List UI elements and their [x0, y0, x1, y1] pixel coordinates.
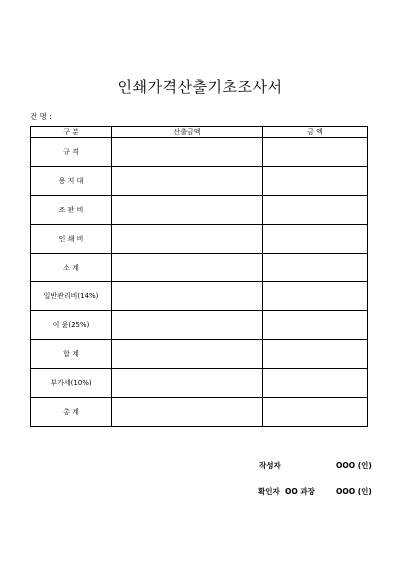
row-label: 합 계	[31, 340, 112, 369]
row-label: 소 계	[31, 253, 112, 282]
writer-signature: OOO (인)	[336, 461, 372, 470]
row-label: 용 지 대	[31, 166, 112, 195]
amount-cell[interactable]	[263, 253, 368, 282]
calc-cell[interactable]	[112, 398, 263, 427]
row-label: 일반관리비(14%)	[31, 282, 112, 311]
calc-cell[interactable]	[112, 311, 263, 340]
amount-cell[interactable]	[263, 166, 368, 195]
table-row	[31, 369, 368, 398]
row-label: 규 격	[31, 138, 112, 167]
calc-cell[interactable]	[112, 195, 263, 224]
amount-cell[interactable]	[263, 282, 368, 311]
amount-cell[interactable]	[263, 195, 368, 224]
calc-cell[interactable]	[112, 253, 263, 282]
amount-cell[interactable]	[263, 138, 368, 167]
table-row	[31, 398, 368, 427]
table-row	[31, 138, 368, 167]
approver-label: 확인자 OO 과장	[258, 487, 315, 496]
calc-cell[interactable]	[112, 282, 263, 311]
amount-cell[interactable]	[263, 224, 368, 253]
table-row	[31, 282, 368, 311]
row-label: 부가세(10%)	[31, 369, 112, 398]
table-row	[31, 224, 368, 253]
table-row	[31, 340, 368, 369]
amount-cell[interactable]	[263, 311, 368, 340]
table-row	[31, 311, 368, 340]
table-row	[31, 166, 368, 195]
header-amount: 금 액	[263, 127, 368, 138]
table-row	[31, 195, 368, 224]
header-calculated-amount: 산출금액	[112, 127, 263, 138]
row-label: 이 윤(25%)	[31, 311, 112, 340]
calc-cell[interactable]	[112, 138, 263, 167]
calc-cell[interactable]	[112, 224, 263, 253]
amount-cell[interactable]	[263, 369, 368, 398]
row-label: 조 판 비	[31, 195, 112, 224]
header-category: 구 분	[31, 127, 112, 138]
writer-label: 작성자	[259, 461, 281, 470]
calc-cell[interactable]	[112, 340, 263, 369]
amount-cell[interactable]	[263, 398, 368, 427]
approver-signature: OOO (인)	[336, 487, 372, 496]
amount-cell[interactable]	[263, 340, 368, 369]
table-header-row	[31, 127, 368, 138]
row-label: 총 계	[31, 398, 112, 427]
row-label: 인 쇄 비	[31, 224, 112, 253]
table-row	[31, 253, 368, 282]
project-name-label: 건 명 :	[30, 112, 52, 121]
document-title: 인쇄가격산출기초조사서	[117, 78, 283, 96]
calc-cell[interactable]	[112, 166, 263, 195]
calc-cell[interactable]	[112, 369, 263, 398]
price-calculation-table	[30, 126, 368, 427]
